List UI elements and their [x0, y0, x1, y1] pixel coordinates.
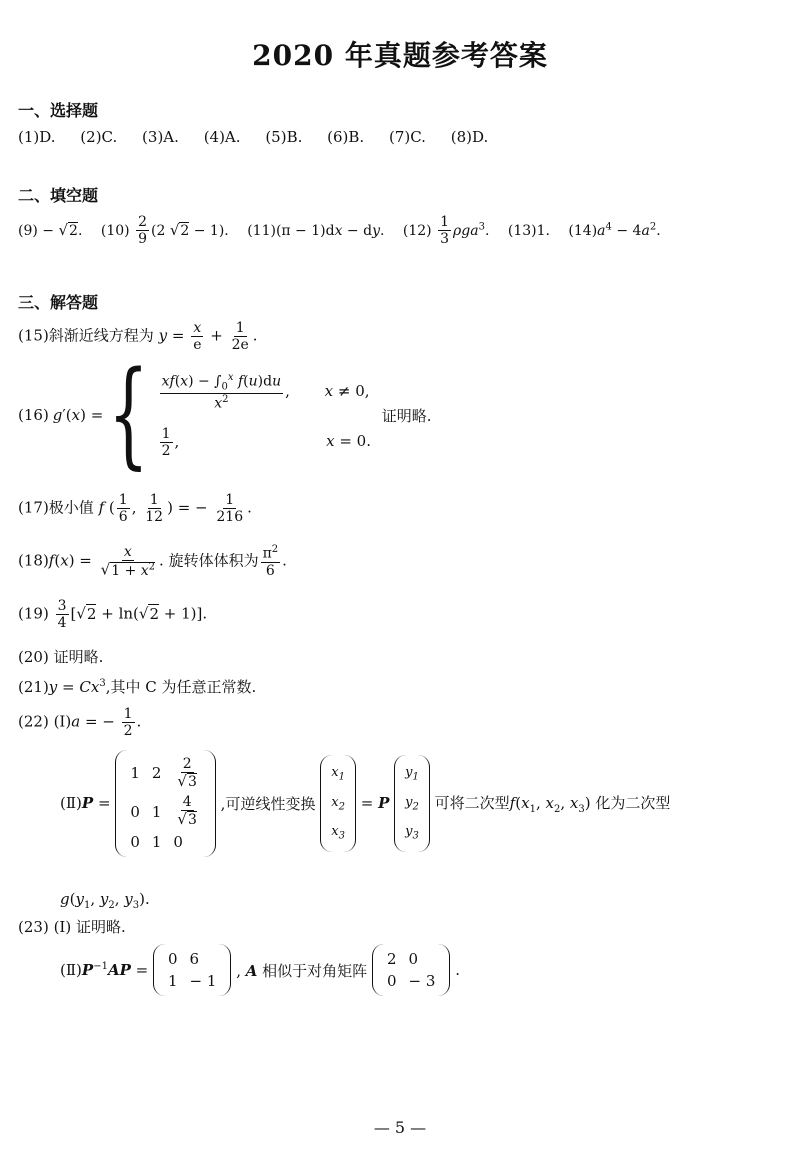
matrix-similar: 0 6 1 − 1 — [153, 944, 231, 996]
page-title: 2020 年真题参考答案 — [252, 39, 548, 72]
fill-answer-10: (10) $\frac{2}{9}$ (2 √2 − 1). — [100, 214, 229, 248]
choice-answer: (2)C. — [80, 128, 118, 146]
choice-answer: (5)B. — [265, 128, 303, 146]
answer-22-tail: $g(y_1$, $y_2$, $y_3$). — [60, 890, 150, 911]
answer-15: (15)斜渐近线方程为 y = $\frac{x}{e}$ + $\frac{1}{2e}$ . — [18, 320, 258, 354]
page-number: — 5 — — [373, 1118, 427, 1137]
answer-21: $(21)y = Cx^3$,其中 C 为任意正常数. — [18, 678, 257, 696]
fill-answer-14: $(14)a^4 - 4a^2$. — [568, 220, 661, 239]
answer-23: (23) (Ⅰ) 证明略. — [18, 918, 126, 936]
choice-answer: (8)D. — [450, 128, 489, 146]
fill-answer-12: (12) $\frac{1}{3}$ ρga$^3$. — [402, 214, 490, 248]
fill-answer-11: (11)(π − 1)dx − dy. — [247, 222, 385, 239]
left-brace-icon: { — [108, 348, 149, 483]
fill-answer-13: (13)1. — [507, 222, 550, 239]
answer-18: (18)f(x) = $\frac{x}{√1 + x^2}$ . 旋转体体积为 $\frac{\pi^2}{6}$ . — [18, 544, 287, 579]
answer-19: (19) $\frac{3}{4}$ [√2 + ln(√2 + 1)]. — [18, 598, 208, 632]
fill-answers — [18, 214, 661, 247]
vector-x: $x_1$ $x_2$ $x_3$ — [320, 755, 356, 852]
answer-23-part2: $(Ⅱ)P^{-1}AP$ = 0 6 1 − 1 , A 相似于对角矩阵 2 0 0 − 3 . — [60, 944, 460, 996]
answer-22: (22) (Ⅰ)a = − $\frac{1}{2}$ . — [18, 706, 142, 740]
section-heading-fill: 二、填空题 — [18, 186, 99, 205]
matrix-p: 1 2 $\frac{2}{√3}$ 0 1 $\frac{4}{√3}$ 0 1 0 — [115, 750, 216, 857]
choice-answer: (6)B. — [327, 128, 365, 146]
answer-22-part2: (Ⅱ)P = 1 2 $\frac{2}{√3}$ 0 1 $\frac{4}{√3}$ 0 1 0 ,可逆线性变换 $x_1$ $x_2$ $x_3$ = P $y_1$ $y_2$ $y_3$ 可将二次型$f(x_1$, $x_2$, $x_3$) 化为二次型 — [60, 750, 670, 857]
fill-answer-9: (9) − √2. — [18, 220, 83, 239]
answer-20: (20) 证明略. — [18, 648, 104, 666]
section-heading-choice: 一、选择题 — [18, 101, 99, 120]
answer-17: (17)极小值 f ( $\frac{1}{6}$ , $\frac{1}{12}$ ) = − $\frac{1}{216}$ . — [18, 492, 252, 526]
matrix-diagonal: 2 0 0 − 3 — [372, 944, 450, 996]
choice-answer: (7)C. — [388, 128, 426, 146]
choice-answers — [18, 128, 508, 146]
section-heading-solution: 三、解答题 — [18, 293, 99, 312]
choice-answer: (4)A. — [203, 128, 241, 146]
choice-answer: (3)A. — [142, 128, 179, 146]
answer-16: (16) g′(x) = { $\frac{xf(x) - \int_0^x f(u)du}{x^2}$ , x ≠ 0, $\frac{1}{2}$ , x = 0. 证明略. — [18, 348, 432, 483]
choice-answer: (1)D. — [18, 128, 56, 146]
vector-y: $y_1$ $y_2$ $y_3$ — [394, 755, 430, 852]
